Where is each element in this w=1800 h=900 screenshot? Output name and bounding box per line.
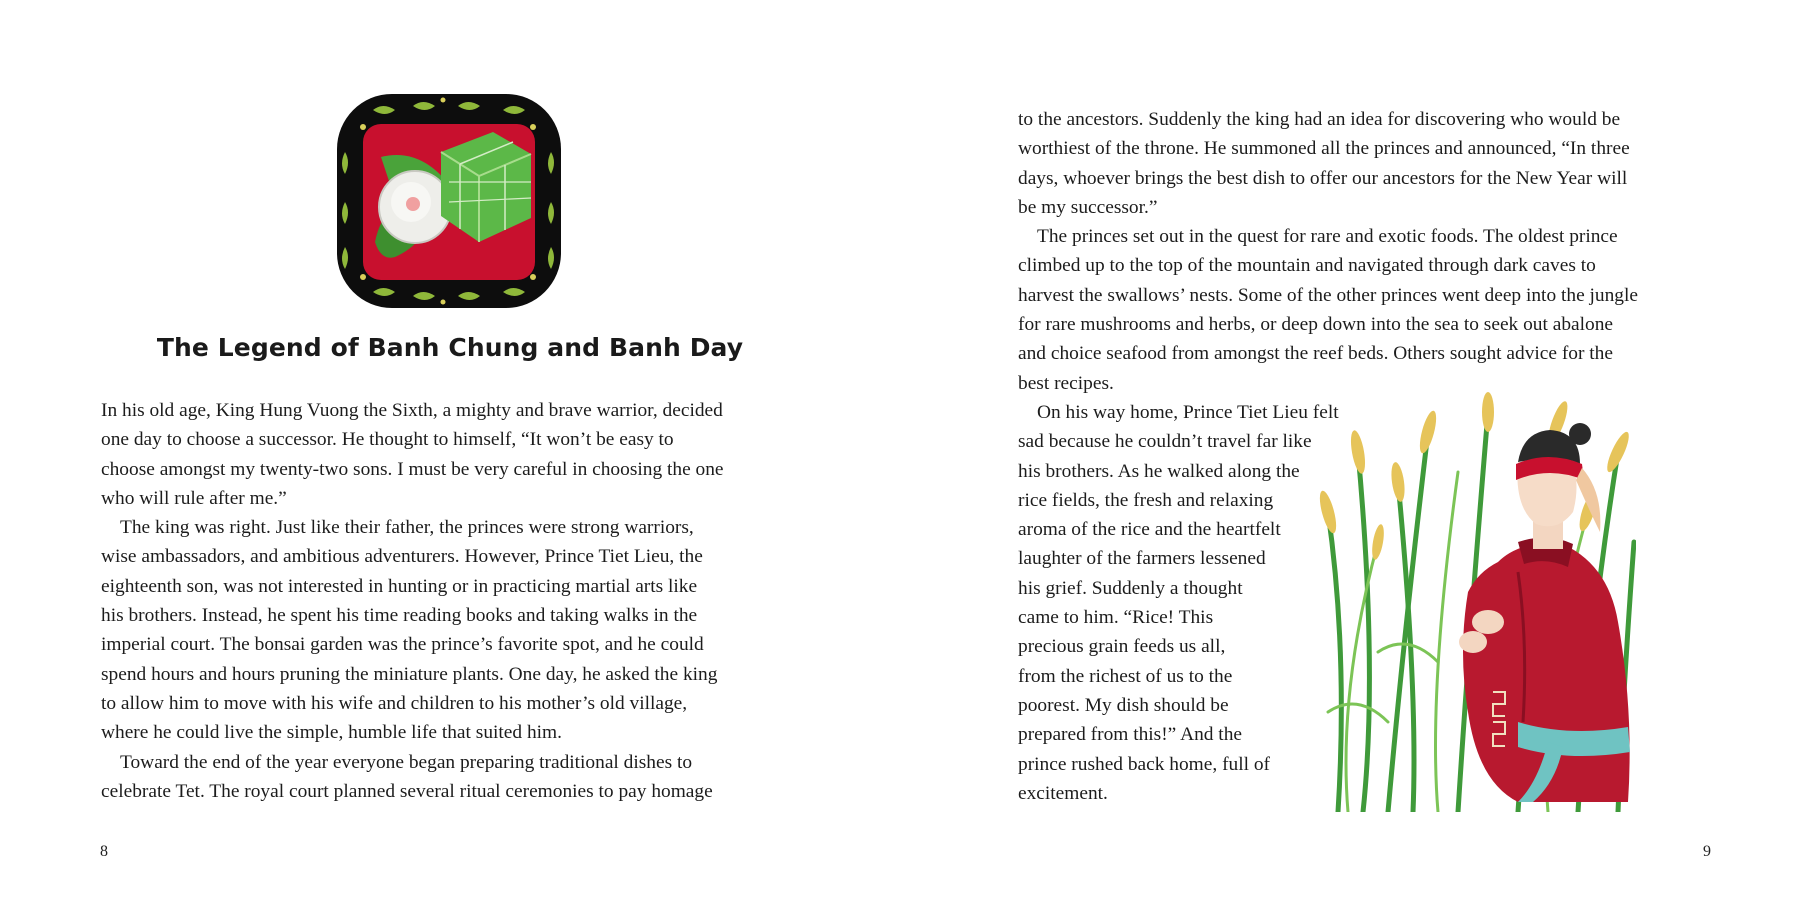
body-line: worthiest of the throne. He summoned all the princes and announced, “In three (1018, 138, 1630, 160)
body-line: wise ambassadors, and ambitious adventurers. However, Prince Tiet Lieu, the (101, 546, 703, 568)
body-line: precious grain feeds us all, (1018, 636, 1226, 658)
body-line: who will rule after me.” (101, 487, 287, 509)
body-line: climbed up to the top of the mountain and navigated through dark caves to (1018, 255, 1596, 277)
banh-chung-tray-illustration (333, 92, 565, 310)
prince-in-rice-field-illustration (1318, 392, 1636, 812)
body-line: aroma of the rice and the heartfelt (1018, 519, 1281, 541)
body-line: best recipes. (1018, 372, 1114, 394)
body-line: one day to choose a successor. He thought to himself, “It won’t be easy to (101, 429, 674, 451)
body-line: In his old age, King Hung Vuong the Sixth, a mighty and brave warrior, decided (101, 400, 723, 421)
body-line: to allow him to move with his wife and children to his mother’s old village, (101, 692, 688, 714)
body-line: eighteenth son, was not interested in hunting or in practicing martial arts like (101, 575, 698, 597)
page-number: 9 (1703, 843, 1711, 860)
body-line: rice fields, the fresh and relaxing (1018, 489, 1274, 511)
right-page-wrapped-body (1018, 398, 1348, 808)
body-line: his brothers. As he walked along the (1018, 460, 1300, 482)
body-line: be my successor.” (1018, 196, 1158, 218)
body-line: imperial court. The bonsai garden was the prince’s favorite spot, and he could (101, 634, 704, 656)
body-line: sad because he couldn’t travel far like (1018, 431, 1312, 453)
body-line: days, whoever brings the best dish to offer our ancestors for the New Year will (1018, 167, 1628, 189)
body-line: harvest the swallows’ nests. Some of the other princes went deep into the jungle (1018, 284, 1638, 306)
body-line: to the ancestors. Suddenly the king had an idea for discovering who would be (1018, 109, 1621, 130)
right-page-body (1018, 105, 1718, 398)
body-line: choose amongst my twenty-two sons. I must be very careful in choosing the one (101, 458, 724, 480)
body-line: his brothers. Instead, he spent his time reading books and taking walks in the (101, 605, 698, 627)
body-line: prince rushed back home, full of (1018, 753, 1270, 775)
body-line: where he could live the simple, humble life that suited him. (101, 722, 562, 744)
body-line: and choice seafood from amongst the reef beds. Others sought advice for the (1018, 343, 1613, 365)
page-number: 8 (100, 843, 108, 860)
body-line: On his way home, Prince Tiet Lieu felt (1037, 402, 1339, 423)
body-line: from the richest of us to the (1018, 665, 1233, 687)
left-page-body (101, 396, 801, 806)
body-line: spend hours and hours pruning the miniature plants. One day, he asked the king (101, 663, 718, 685)
body-line: excitement. (1018, 782, 1108, 804)
body-line: came to him. “Rice! This (1018, 607, 1214, 629)
body-line: laughter of the farmers lessened (1018, 548, 1266, 570)
body-line: poorest. My dish should be (1018, 694, 1229, 716)
body-line: his grief. Suddenly a thought (1018, 577, 1243, 599)
body-line: for rare mushrooms and herbs, or deep down into the sea to seek out abalone (1018, 314, 1614, 336)
right-page (900, 0, 1800, 900)
body-line: prepared from this!” And the (1018, 724, 1242, 746)
body-line: Toward the end of the year everyone began preparing traditional dishes to (120, 751, 693, 773)
body-line: The princes set out in the quest for rare and exotic foods. The oldest prince (1037, 226, 1618, 248)
story-title: The Legend of Banh Chung and Banh Day (156, 333, 744, 362)
body-line: The king was right. Just like their father, the princes were strong warriors, (120, 517, 694, 539)
body-line: celebrate Tet. The royal court planned several ritual ceremonies to pay homage (101, 780, 713, 802)
